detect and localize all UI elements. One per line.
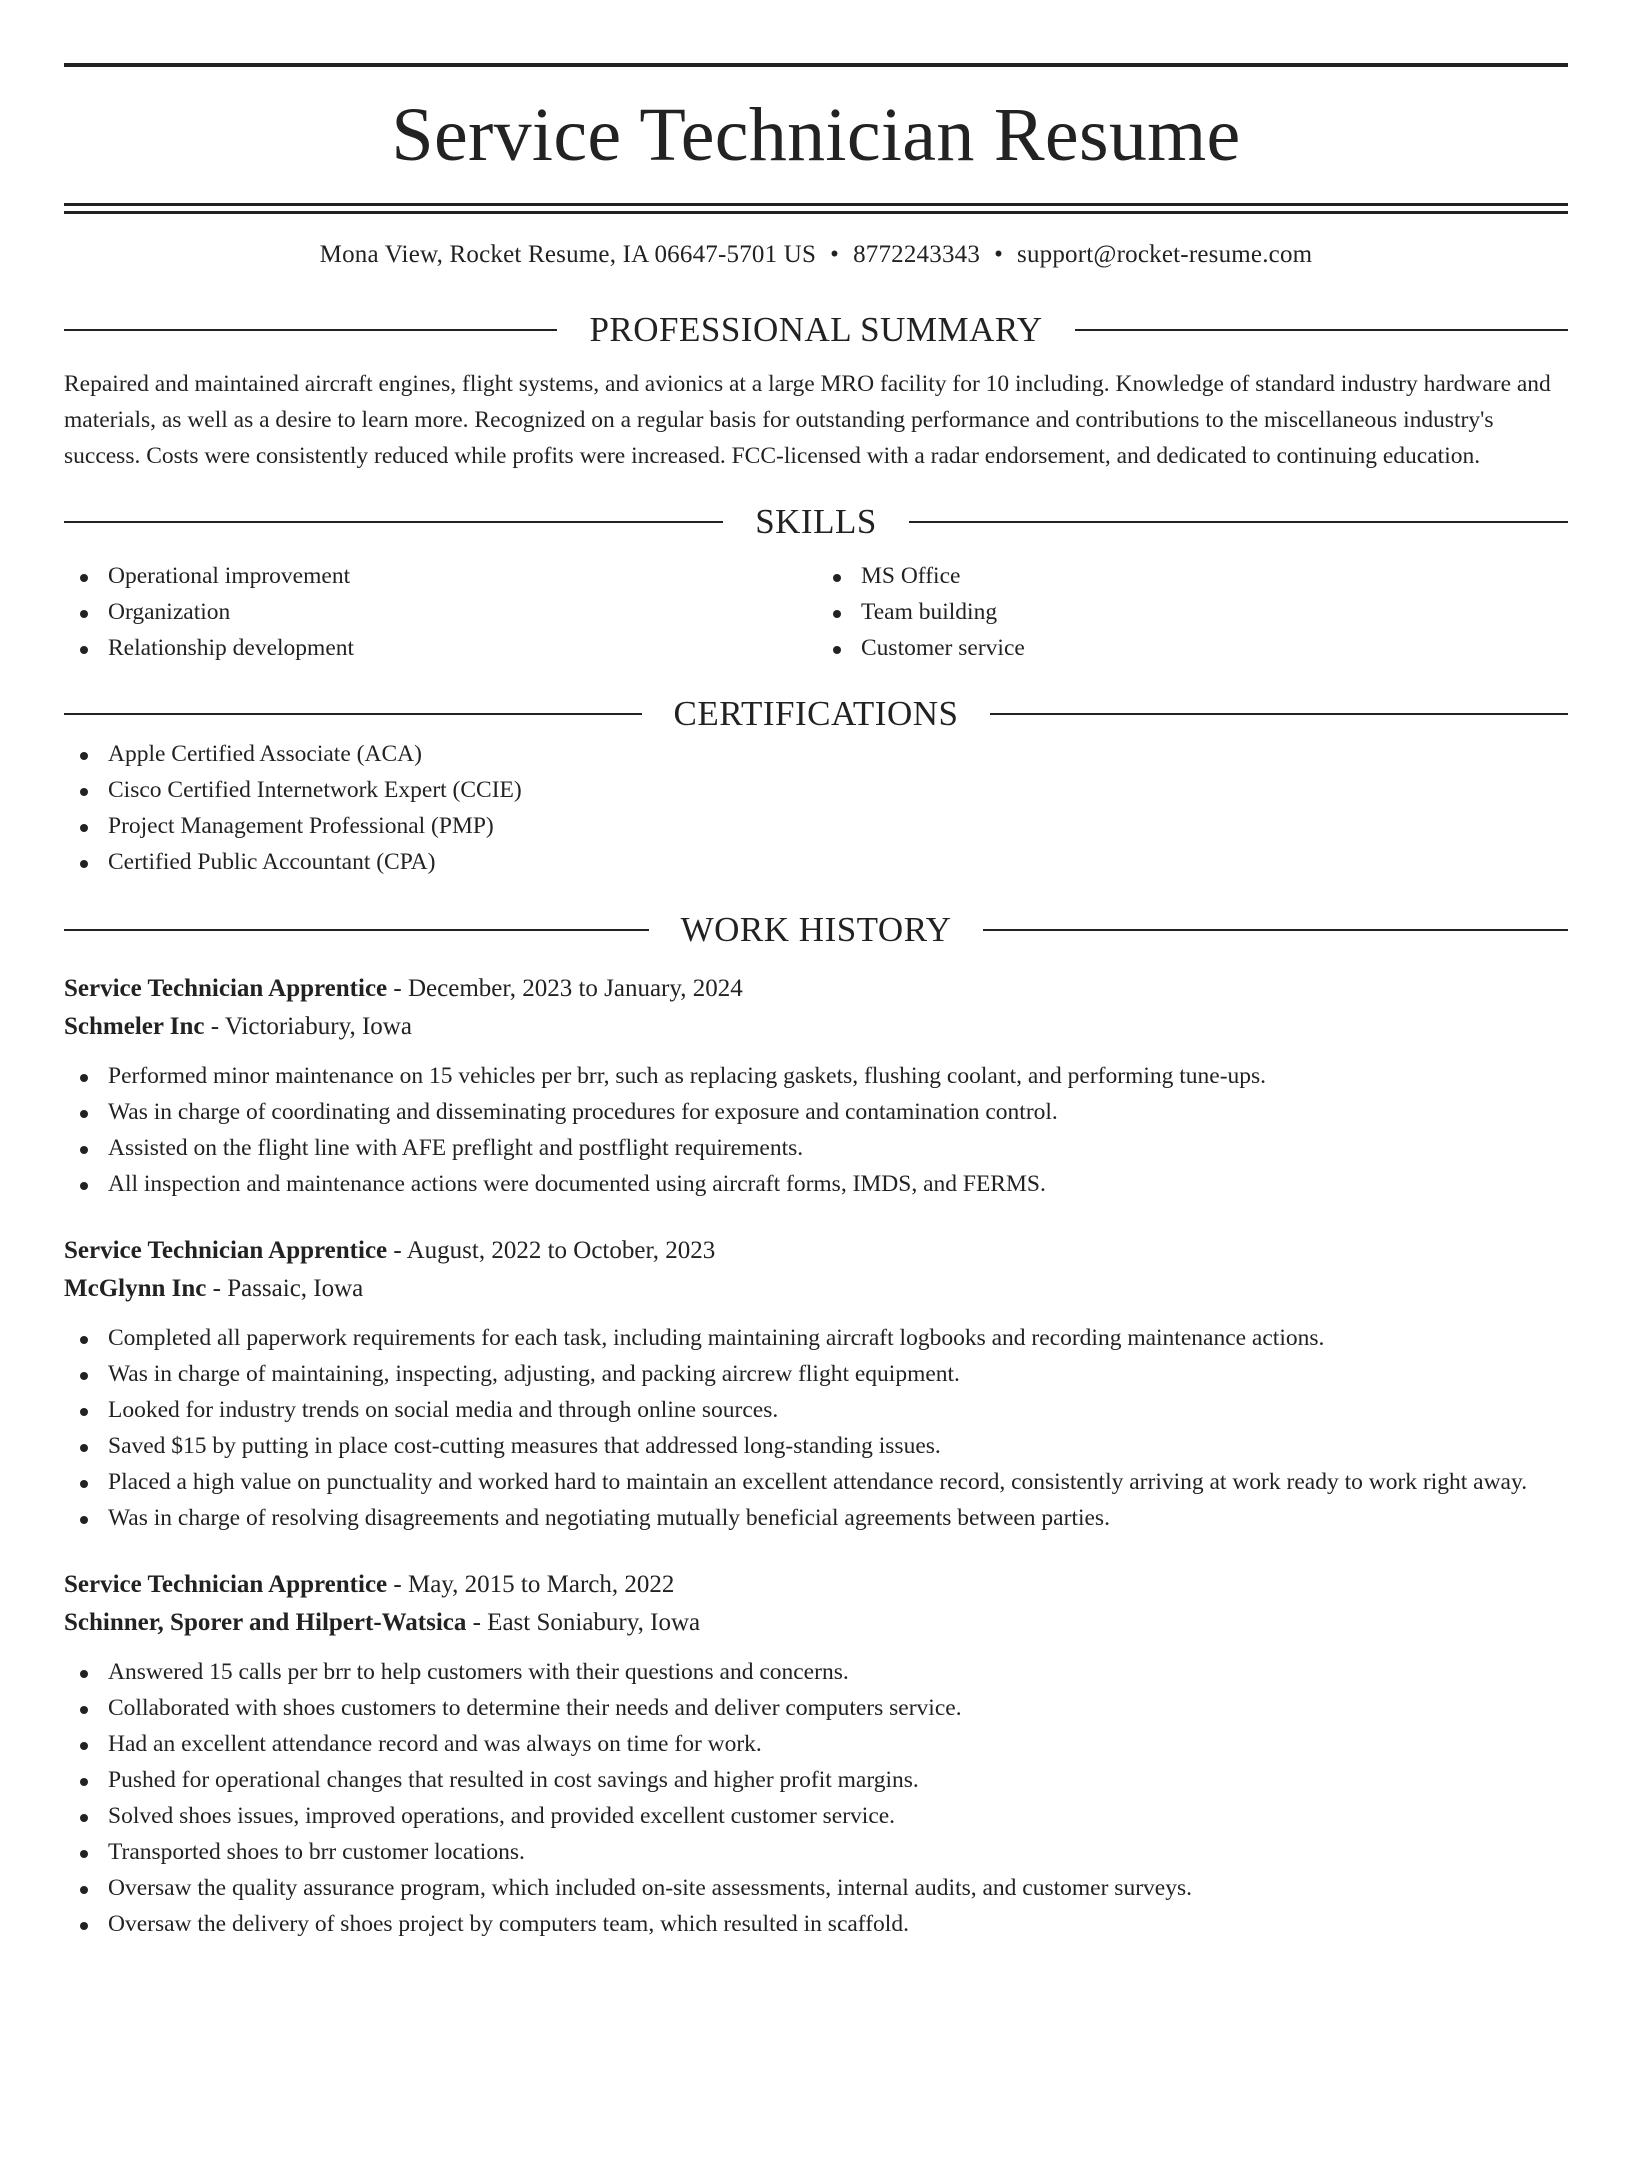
job-bullets [64, 1320, 1568, 1536]
job-title-line [64, 1232, 1568, 1270]
skill-item: Operational improvement [64, 558, 815, 594]
job-dates: - May, 2015 to March, 2022 [387, 1571, 675, 1598]
section-heading-certifications [64, 692, 1568, 736]
heading-rule [1075, 329, 1568, 331]
job-entry [64, 1566, 1568, 1942]
heading-rule [64, 713, 642, 715]
skill-item: Relationship development [64, 630, 815, 666]
job-company-line [64, 1008, 1568, 1046]
job-location: - East Soniabury, Iowa [466, 1609, 701, 1636]
certification-item: Cisco Certified Internetwork Expert (CCIE) [64, 772, 1568, 808]
job-bullet: Oversaw the quality assurance program, which included on-site assessments, internal audits, and customer surveys. [64, 1870, 1568, 1906]
heading-rule [64, 929, 649, 931]
job-company: McGlynn Inc [64, 1275, 207, 1302]
job-bullet: Answered 15 calls per brr to help customers with their questions and concerns. [64, 1654, 1568, 1690]
section-heading-work-history [64, 908, 1568, 952]
job-title: Service Technician Apprentice [64, 975, 388, 1002]
job-dates: - December, 2023 to January, 2024 [387, 975, 743, 1002]
certification-item: Apple Certified Associate (ACA) [64, 736, 1568, 772]
section-title: SKILLS [755, 502, 877, 541]
job-bullet: Assisted on the flight line with AFE preflight and postflight requirements. [64, 1130, 1568, 1166]
job-dates: - August, 2022 to October, 2023 [387, 1237, 716, 1264]
skills-column-left [64, 558, 815, 666]
skills-list [64, 558, 1568, 666]
skill-item: Customer service [817, 630, 1568, 666]
section-title: WORK HISTORY [680, 910, 952, 949]
job-title: Service Technician Apprentice [64, 1571, 388, 1598]
job-bullets [64, 1654, 1568, 1942]
summary-text: Repaired and maintained aircraft engines, flight systems, and avionics at a large MRO facility for 10 including. Knowledge of standard industry hardware and materials, as well as a desire to learn more. Recognized on a regular basis for outstanding performance and contributions to the miscellaneous industry's success. Costs were consistently reduced while profits were increased. FCC-licensed with a radar endorsement, and dedicated to continuing education. [64, 371, 1551, 469]
skills-column-right [815, 558, 1568, 666]
job-bullet: Placed a high value on punctuality and worked hard to maintain an excellent attendance record, consistently arriving at work ready to work right away. [64, 1464, 1568, 1500]
job-bullet: Had an excellent attendance record and was always on time for work. [64, 1726, 1568, 1762]
contact-line [64, 240, 1568, 270]
heading-rule [983, 929, 1568, 931]
job-location: - Victoriabury, Iowa [204, 1013, 412, 1040]
certification-item: Certified Public Accountant (CPA) [64, 844, 1568, 880]
job-bullet: Completed all paperwork requirements for each task, including maintaining aircraft logbooks and recording maintenance actions. [64, 1320, 1568, 1356]
heading-rule [64, 521, 723, 523]
job-company: Schmeler Inc [64, 1013, 205, 1040]
heading-rule [990, 713, 1568, 715]
resume-page [0, 63, 1632, 2175]
job-bullet: Performed minor maintenance on 15 vehicles per brr, such as replacing gaskets, flushing coolant, and performing tune-ups. [64, 1058, 1568, 1094]
contact-separator: • [994, 241, 1004, 268]
certification-item: Project Management Professional (PMP) [64, 808, 1568, 844]
job-entry [64, 1232, 1568, 1536]
job-bullet: Collaborated with shoes customers to determine their needs and deliver computers service. [64, 1690, 1568, 1726]
job-bullet: Was in charge of maintaining, inspecting, adjusting, and packing aircrew flight equipment. [64, 1356, 1568, 1392]
job-location: - Passaic, Iowa [206, 1275, 364, 1302]
section-heading-summary [64, 308, 1568, 352]
title-double-rule [64, 203, 1568, 214]
job-bullet: All inspection and maintenance actions were documented using aircraft forms, IMDS, and FERMS. [64, 1166, 1568, 1202]
skill-item: MS Office [817, 558, 1568, 594]
section-title: PROFESSIONAL SUMMARY [589, 310, 1043, 349]
heading-rule [64, 329, 557, 331]
job-bullet: Pushed for operational changes that resulted in cost savings and higher profit margins. [64, 1762, 1568, 1798]
job-bullet: Was in charge of coordinating and disseminating procedures for exposure and contamination control. [64, 1094, 1568, 1130]
contact-phone: 8772243343 [853, 241, 981, 268]
job-bullet: Looked for industry trends on social media and through online sources. [64, 1392, 1568, 1428]
skill-item: Team building [817, 594, 1568, 630]
heading-rule [909, 521, 1568, 523]
job-company-line [64, 1604, 1568, 1642]
section-title: CERTIFICATIONS [673, 694, 959, 733]
job-title-line [64, 1566, 1568, 1604]
job-bullet: Transported shoes to brr customer locations. [64, 1834, 1568, 1870]
job-company: Schinner, Sporer and Hilpert-Watsica [64, 1609, 467, 1636]
job-title-line [64, 970, 1568, 1008]
contact-email: support@rocket-resume.com [1017, 241, 1313, 268]
job-company-line [64, 1270, 1568, 1308]
certifications-list [64, 736, 1568, 880]
contact-address: Mona View, Rocket Resume, IA 06647-5701 US [319, 241, 817, 268]
job-bullet: Was in charge of resolving disagreements and negotiating mutually beneficial agreements between parties. [64, 1500, 1568, 1536]
resume-title: Service Technician Resume [391, 93, 1241, 177]
job-bullet: Oversaw the delivery of shoes project by computers team, which resulted in scaffold. [64, 1906, 1568, 1942]
job-entry [64, 970, 1568, 1202]
section-heading-skills [64, 500, 1568, 544]
job-bullets [64, 1058, 1568, 1202]
skill-item: Organization [64, 594, 815, 630]
job-title: Service Technician Apprentice [64, 1237, 388, 1264]
contact-separator: • [830, 241, 840, 268]
top-rule [64, 63, 1568, 67]
job-bullet: Solved shoes issues, improved operations, and provided excellent customer service. [64, 1798, 1568, 1834]
job-bullet: Saved $15 by putting in place cost-cutting measures that addressed long-standing issues. [64, 1428, 1568, 1464]
